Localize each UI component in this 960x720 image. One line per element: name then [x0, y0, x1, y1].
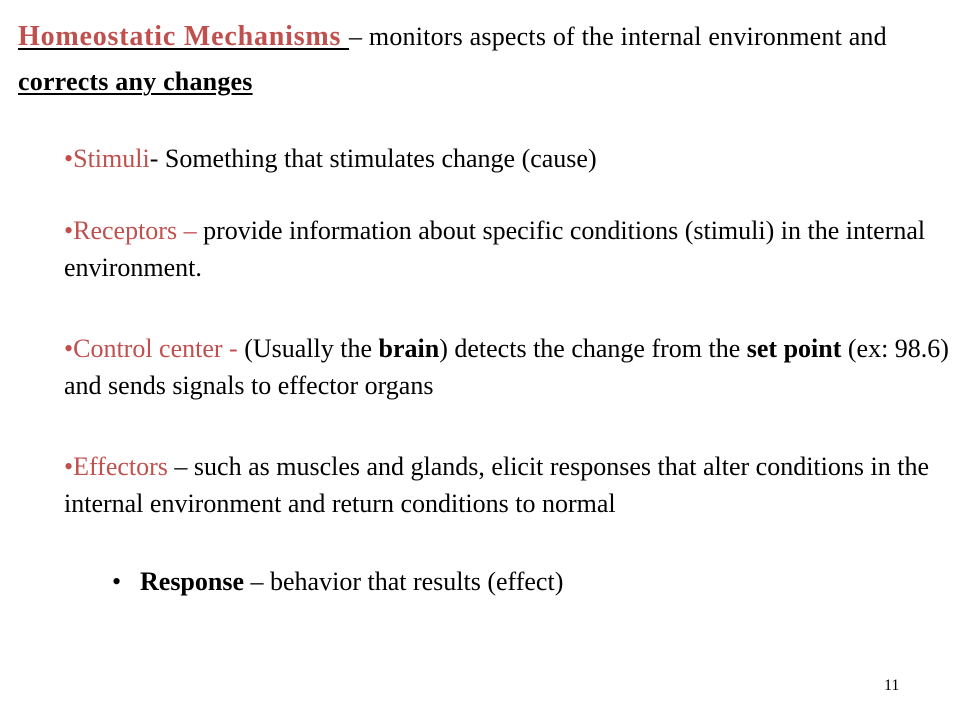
page-number: 11	[884, 677, 900, 694]
separator: -	[149, 144, 165, 173]
definition-part-3: (ex: 98.6) and sends signals to effector organs	[64, 334, 949, 400]
title-term: Homeostatic Mechanisms	[18, 21, 350, 52]
bullet-marker: •	[64, 144, 74, 173]
sub-bullet-response	[112, 563, 563, 600]
bullet-stimuli	[64, 140, 954, 177]
bullet-marker: •	[64, 334, 74, 363]
bold-response: Response	[140, 567, 245, 596]
definition-part-2: ) detects the change from the	[439, 334, 747, 363]
bullet-control-center	[64, 330, 954, 404]
title-dash: –	[349, 22, 369, 51]
term-control-center: Control center -	[73, 334, 245, 363]
term-effectors: Effectors	[73, 452, 168, 481]
bullet-effectors	[64, 448, 954, 522]
term-stimuli: Stimuli	[73, 144, 150, 173]
title-emphasis: corrects any changes	[18, 67, 253, 96]
definition-part-1: (Usually the	[244, 334, 379, 363]
bold-set-point: set point	[746, 334, 842, 363]
definition-effectors: – such as muscles and glands, elicit responses that alter conditions in the internal environment and return conditions to normal	[64, 452, 929, 518]
bullet-marker: •	[64, 452, 74, 481]
title-text: monitors aspects of the internal environment and	[368, 22, 887, 51]
definition-response: – behavior that results (effect)	[244, 567, 564, 596]
definition-stimuli: Something that stimulates change (cause)	[164, 144, 597, 173]
term-receptors: Receptors –	[73, 216, 204, 245]
title-paragraph	[18, 14, 938, 104]
bullet-receptors	[64, 212, 954, 286]
definition-receptors: provide information about specific conditions (stimuli) in the internal environment.	[64, 216, 926, 282]
bullet-marker: •	[64, 216, 74, 245]
bold-brain: brain	[378, 334, 440, 363]
sub-bullet-marker: •	[112, 567, 122, 596]
